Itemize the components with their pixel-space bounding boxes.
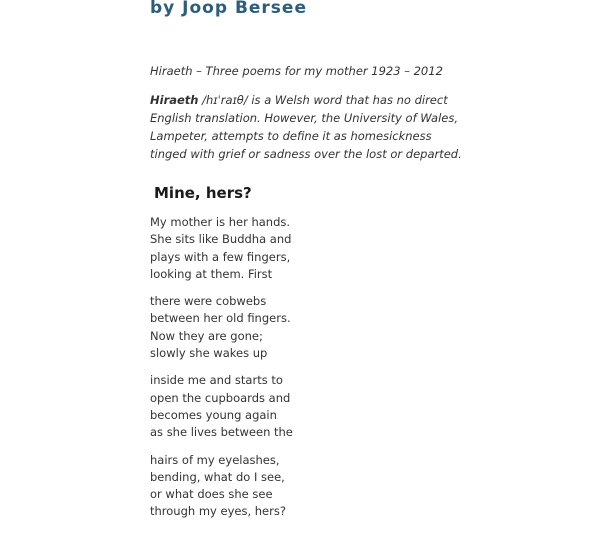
poem-line: or what does she see bbox=[150, 487, 273, 502]
poem-line: plays with a few fingers, bbox=[150, 249, 291, 264]
poem-line: open the cupboards and bbox=[150, 390, 291, 405]
poem-line: there were cobwebs bbox=[150, 294, 267, 309]
poem-line: My mother is her hands. bbox=[150, 215, 291, 229]
poem-line: between her old fingers. bbox=[150, 311, 291, 326]
definition-term: Hiraeth bbox=[150, 93, 199, 107]
poem-line: slowly she wakes up bbox=[150, 346, 268, 361]
poem-line: She sits like Buddha and bbox=[150, 232, 292, 247]
collection-subtitle: Hiraeth – Three poems for my mother 1923 – 2012 bbox=[150, 64, 443, 78]
poem-line: Now they are gone; bbox=[150, 328, 263, 343]
poem-line: as she lives between the bbox=[150, 425, 293, 440]
author-byline: by Joop Bersee bbox=[150, 0, 307, 18]
poem-line: inside me and starts to bbox=[150, 373, 283, 388]
poem-title: Mine, hers? bbox=[154, 184, 252, 202]
poem-line: looking at them. First bbox=[150, 266, 273, 281]
poem-body bbox=[150, 214, 293, 531]
poem-stanza bbox=[150, 214, 293, 283]
hiraeth-definition bbox=[150, 91, 470, 163]
definition-text: /hɪˈraɪθ/ is a Welsh word that has no direct English translation. However, the University of Wales, Lampeter, attempts to define it as homesickness tinged with grief or sadness over the lost or departed. bbox=[150, 93, 462, 161]
poem-line: through my eyes, hers? bbox=[150, 504, 286, 519]
poem-line: becomes young again bbox=[150, 407, 277, 422]
poem-stanza bbox=[150, 452, 293, 521]
intro-section bbox=[150, 62, 470, 163]
poem-stanza bbox=[150, 293, 293, 362]
poem-stanza bbox=[150, 372, 293, 441]
poem-line: bending, what do I see, bbox=[150, 469, 285, 484]
poem-line: hairs of my eyelashes, bbox=[150, 452, 280, 467]
